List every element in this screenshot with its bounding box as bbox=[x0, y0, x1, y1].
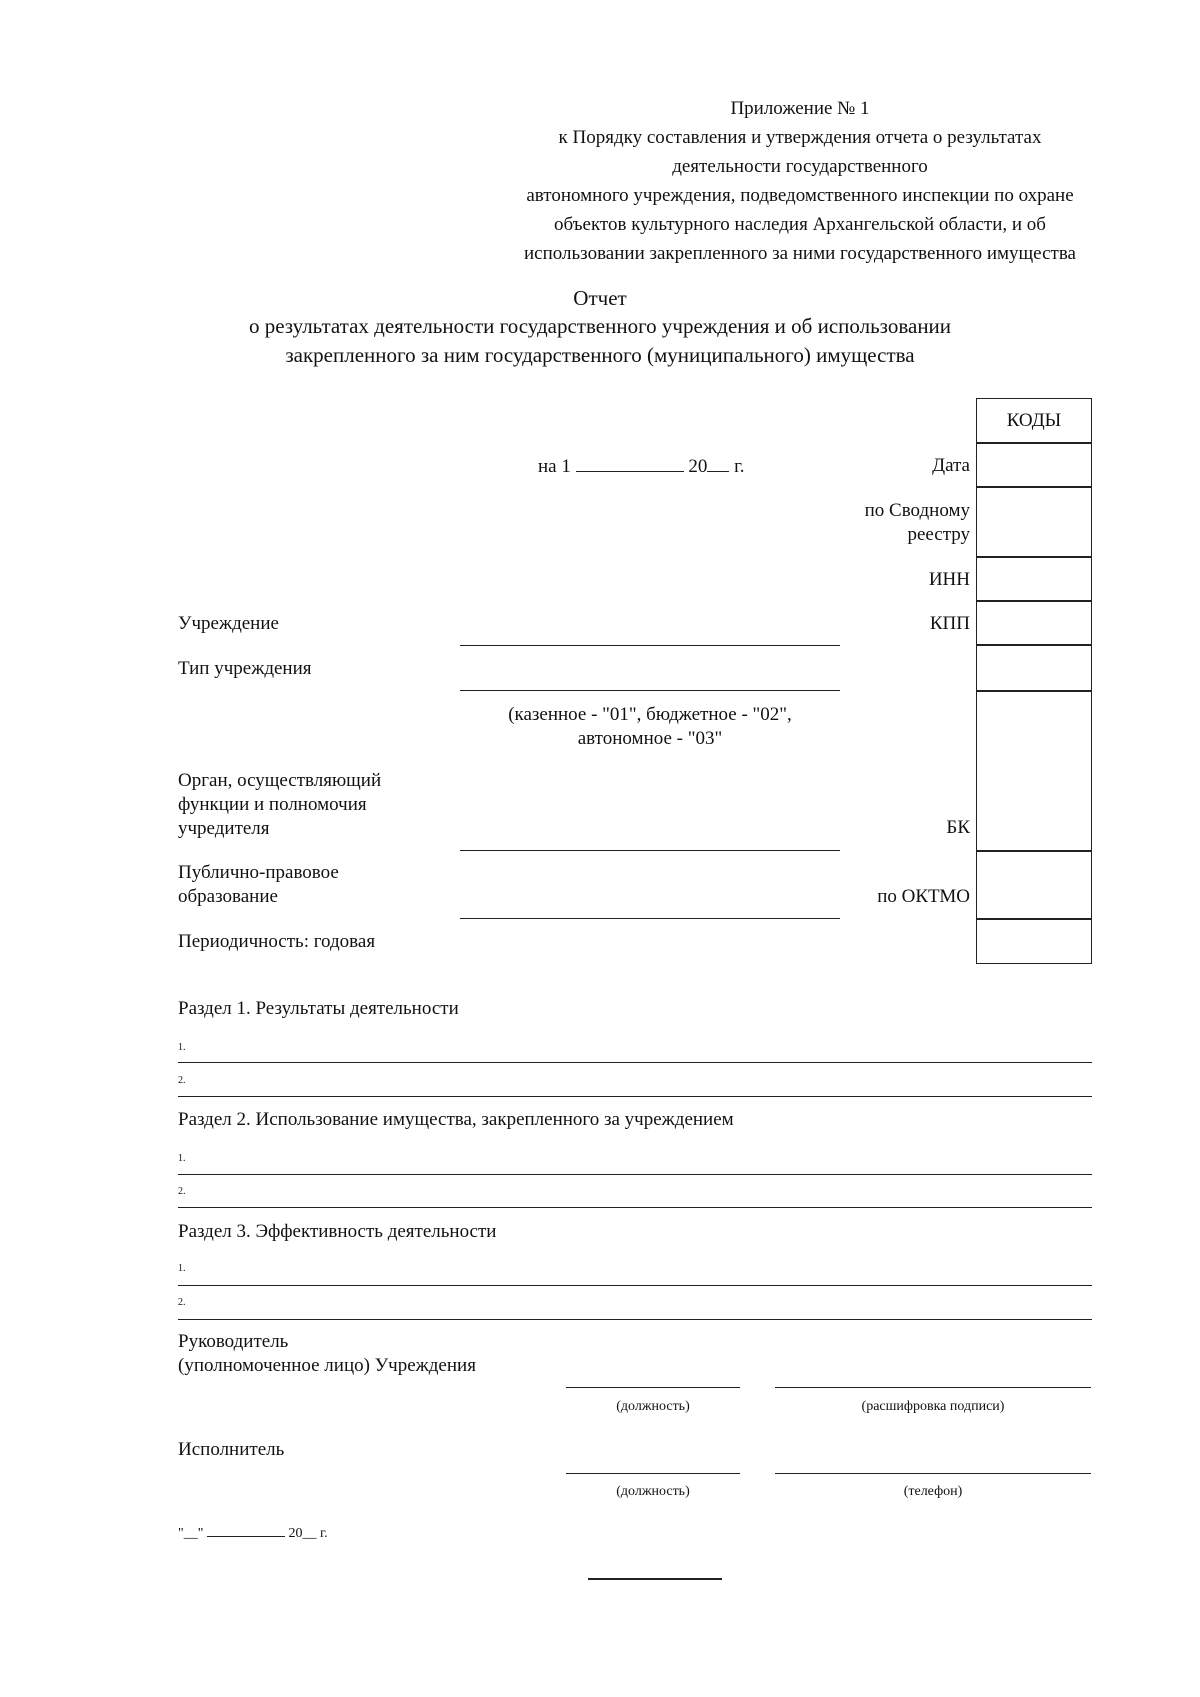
appendix-line-5: объектов культурного наследия Архангельской области, и об bbox=[554, 214, 1046, 235]
type-hint-1: (казенное - "01", бюджетное - "02", bbox=[508, 704, 792, 725]
field-type-line[interactable] bbox=[460, 690, 840, 691]
periodicity-label: Периодичность: годовая bbox=[178, 931, 376, 952]
code-inn-cell[interactable] bbox=[976, 556, 1092, 602]
code-label-inn: ИНН bbox=[928, 569, 970, 590]
report-title: Отчет bbox=[573, 286, 627, 310]
section-2-line-2[interactable] bbox=[178, 1207, 1092, 1208]
executor-position-line[interactable] bbox=[566, 1473, 740, 1474]
section-3-line-1[interactable] bbox=[178, 1285, 1092, 1286]
code-label-date: Дата bbox=[932, 455, 970, 476]
bottom-date-day: "__" bbox=[178, 1526, 204, 1541]
appendix-line-1: Приложение № 1 bbox=[730, 98, 870, 119]
field-founder-line[interactable] bbox=[460, 850, 840, 851]
head-position-line[interactable] bbox=[566, 1387, 740, 1388]
codes-header-cell bbox=[976, 398, 1092, 444]
section-1-title: Раздел 1. Результаты деятельности bbox=[178, 998, 459, 1019]
field-institution-line[interactable] bbox=[460, 645, 840, 646]
field-type-label: Тип учреждения bbox=[178, 658, 312, 679]
date-line bbox=[538, 455, 745, 478]
executor-label: Исполнитель bbox=[178, 1439, 285, 1460]
code-label-registry-1: по Сводному bbox=[864, 500, 970, 521]
section-1-line-2[interactable] bbox=[178, 1096, 1092, 1097]
executor-phone-caption: (телефон) bbox=[903, 1484, 963, 1499]
type-hint-2: автономное - "03" bbox=[577, 728, 723, 749]
section-1-item-2: 2. bbox=[178, 1075, 186, 1086]
date-day-blank[interactable] bbox=[576, 455, 684, 472]
section-1-line-1[interactable] bbox=[178, 1062, 1092, 1063]
bottom-date-month-blank[interactable] bbox=[207, 1524, 285, 1537]
date-prefix: на 1 bbox=[538, 456, 571, 477]
section-2-title: Раздел 2. Использование имущества, закрепленного за учреждением bbox=[178, 1109, 734, 1130]
section-2-item-1: 1. bbox=[178, 1153, 186, 1164]
code-type-cell[interactable] bbox=[976, 644, 1092, 692]
code-date-cell[interactable] bbox=[976, 442, 1092, 488]
head-signature-caption: (расшифровка подписи) bbox=[861, 1399, 1005, 1414]
code-periodicity-cell[interactable] bbox=[976, 918, 1092, 964]
section-3-item-2: 2. bbox=[178, 1297, 186, 1308]
founder-label-1: Орган, осуществляющий bbox=[178, 770, 382, 791]
appendix-line-2: к Порядку составления и утверждения отчета о результатах bbox=[558, 127, 1042, 148]
appendix-line-6: использовании закрепленного за ними государственного имущества bbox=[524, 243, 1076, 264]
bottom-date bbox=[178, 1524, 328, 1542]
field-public-line[interactable] bbox=[460, 918, 840, 919]
report-subtitle-1: о результатах деятельности государственного учреждения и об использовании bbox=[248, 314, 952, 338]
code-kpp-cell[interactable] bbox=[976, 600, 1092, 646]
section-1-item-1: 1. bbox=[178, 1042, 186, 1053]
section-3-line-2[interactable] bbox=[178, 1319, 1092, 1320]
bottom-date-year: 20__ г. bbox=[288, 1526, 328, 1541]
code-label-oktmo: по ОКТМО bbox=[877, 886, 970, 907]
code-label-registry-2: реестру bbox=[907, 524, 970, 545]
date-year-blank[interactable] bbox=[707, 455, 729, 472]
founder-label-3: учредителя bbox=[178, 818, 270, 839]
report-subtitle-2: закрепленного за ним государственного (муниципального) имущества bbox=[285, 343, 915, 367]
date-suffix: г. bbox=[734, 456, 745, 477]
section-3-item-1: 1. bbox=[178, 1263, 186, 1274]
code-registry-cell[interactable] bbox=[976, 486, 1092, 558]
codes-header: КОДЫ bbox=[1006, 410, 1062, 431]
footer-divider bbox=[588, 1578, 722, 1580]
head-position-caption: (должность) bbox=[616, 1399, 690, 1414]
appendix-line-4: автономного учреждения, подведомственного инспекции по охране bbox=[526, 185, 1074, 206]
head-label-2: (уполномоченное лицо) Учреждения bbox=[178, 1355, 476, 1376]
head-signature-line[interactable] bbox=[775, 1387, 1091, 1388]
code-label-bk: БК bbox=[946, 817, 970, 838]
field-institution-label: Учреждение bbox=[178, 613, 279, 634]
head-label-1: Руководитель bbox=[178, 1331, 289, 1352]
public-label-2: образование bbox=[178, 886, 278, 907]
executor-phone-line[interactable] bbox=[775, 1473, 1091, 1474]
appendix-line-3: деятельности государственного bbox=[672, 156, 928, 177]
section-3-title: Раздел 3. Эффективность деятельности bbox=[178, 1221, 497, 1242]
executor-position-caption: (должность) bbox=[616, 1484, 690, 1499]
code-label-kpp: КПП bbox=[929, 613, 970, 634]
code-bk-cell[interactable] bbox=[976, 690, 1092, 852]
code-oktmo-cell[interactable] bbox=[976, 850, 1092, 920]
public-label-1: Публично-правовое bbox=[178, 862, 339, 883]
founder-label-2: функции и полномочия bbox=[178, 794, 367, 815]
date-year: 20 bbox=[688, 456, 708, 477]
section-2-item-2: 2. bbox=[178, 1186, 186, 1197]
section-2-line-1[interactable] bbox=[178, 1174, 1092, 1175]
